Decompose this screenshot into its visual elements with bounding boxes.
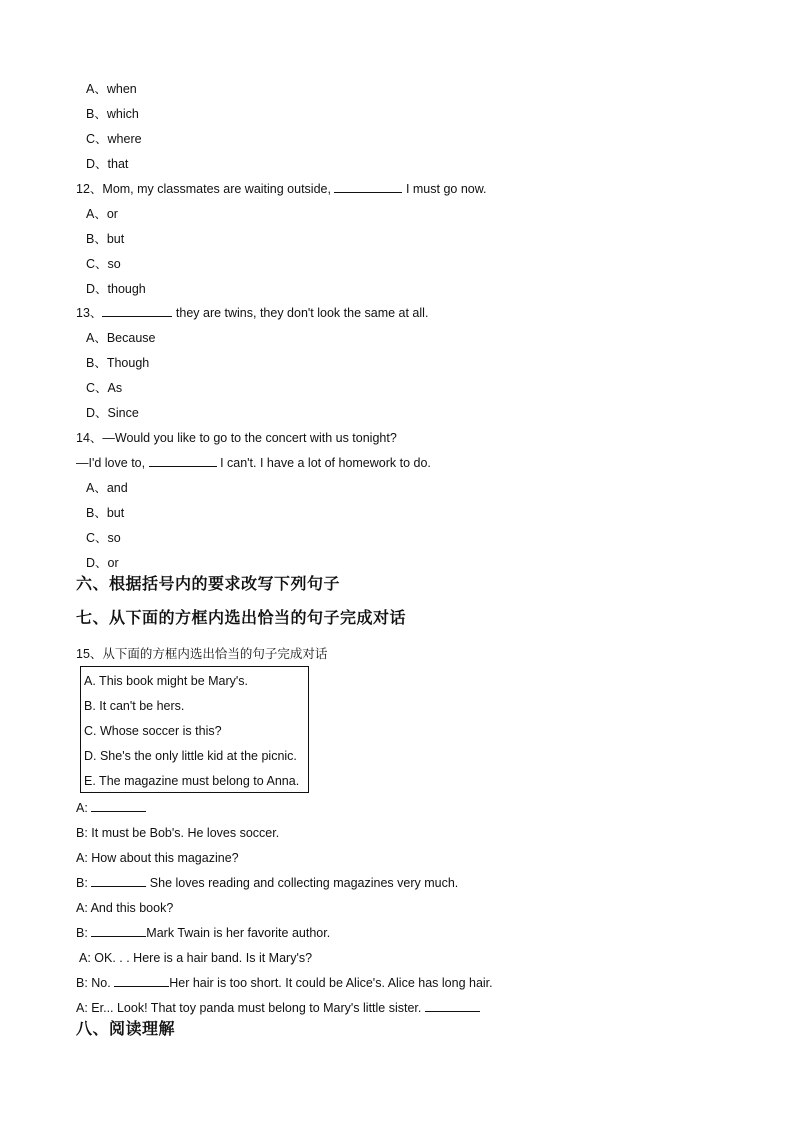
dialogue-line-9: A: Er... Look! That toy panda must belong to Mary's little sister.	[76, 1000, 480, 1016]
q14-line2-prefix: —I'd love to,	[76, 456, 146, 470]
box-option-a: A. This book might be Mary's.	[84, 674, 249, 688]
q12-suffix: I must go now.	[405, 182, 487, 196]
dialogue-blank-2	[91, 875, 146, 887]
q13-blank	[102, 305, 172, 317]
q13-option-c: C、As	[86, 381, 123, 395]
q14-line2	[76, 455, 431, 471]
q13-option-d: D、Since	[86, 406, 139, 420]
q12-option-b: B、but	[86, 232, 125, 246]
q13-stem	[76, 305, 428, 321]
q14-option-b: B、but	[86, 506, 125, 520]
q12-blank	[334, 181, 402, 193]
q14-option-d: D、or	[86, 556, 119, 570]
q14-option-a: A、and	[86, 481, 128, 495]
dialogue-line-7: A: OK. . . Here is a hair band. Is it Mary's?	[79, 951, 313, 965]
dialogue-blank-4	[114, 975, 169, 987]
q14-blank	[149, 455, 217, 467]
box-option-e: E. The magazine must belong to Anna.	[84, 774, 300, 788]
box-option-d: D. She's the only little kid at the picnic.	[84, 749, 297, 763]
q12-prefix: 12、Mom, my classmates are waiting outside,	[76, 182, 331, 196]
dialogue-line-6: B: Mark Twain is her favorite author.	[76, 926, 331, 940]
q13-option-a: A、Because	[86, 331, 156, 345]
dialogue-line-1: A:	[76, 800, 146, 816]
dialogue-blank-1	[91, 800, 146, 812]
q12-option-d: D、though	[86, 282, 146, 296]
q14-line2-suffix: I can't. I have a lot of homework to do.	[220, 456, 431, 470]
q13-option-b: B、Though	[86, 356, 150, 370]
q12-option-a: A、or	[86, 207, 118, 221]
dialogue-blank-3	[91, 925, 146, 937]
q12-option-c: C、so	[86, 257, 121, 271]
q13-prefix: 13、	[76, 306, 103, 320]
q13-suffix: they are twins, they don't look the same at all.	[175, 306, 429, 320]
dialogue-line-2: B: It must be Bob's. He loves soccer.	[76, 826, 280, 840]
box-option-b: B. It can't be hers.	[84, 699, 185, 713]
dialogue-line-4: B: She loves reading and collecting magazines very much.	[76, 876, 459, 890]
box-option-c: C. Whose soccer is this?	[84, 724, 222, 738]
q11-option-d: D、that	[86, 157, 129, 171]
section-6-heading: 六、根据括号内的要求改写下列句子	[76, 576, 341, 593]
dialogue-line-5: A: And this book?	[76, 901, 174, 915]
sentence-options-box	[80, 666, 309, 793]
q15-title: 15、从下面的方框内选出恰当的句子完成对话	[76, 647, 328, 661]
q14-line1: 14、—Would you like to go to the concert with us tonight?	[76, 431, 397, 445]
dialogue-blank-5	[425, 1000, 480, 1012]
q11-option-b: B、which	[86, 107, 139, 121]
q11-option-c: C、where	[86, 132, 142, 146]
dialogue-line-8: B: No. Her hair is too short. It could be Alice's. Alice has long hair.	[76, 976, 493, 990]
q12-stem	[76, 181, 487, 197]
section-8-heading: 八、阅读理解	[76, 1021, 176, 1038]
q14-option-c: C、so	[86, 531, 121, 545]
section-7-heading: 七、从下面的方框内选出恰当的句子完成对话	[76, 610, 407, 627]
dialogue-line-3: A: How about this magazine?	[76, 851, 239, 865]
q11-option-a: A、when	[86, 82, 137, 96]
